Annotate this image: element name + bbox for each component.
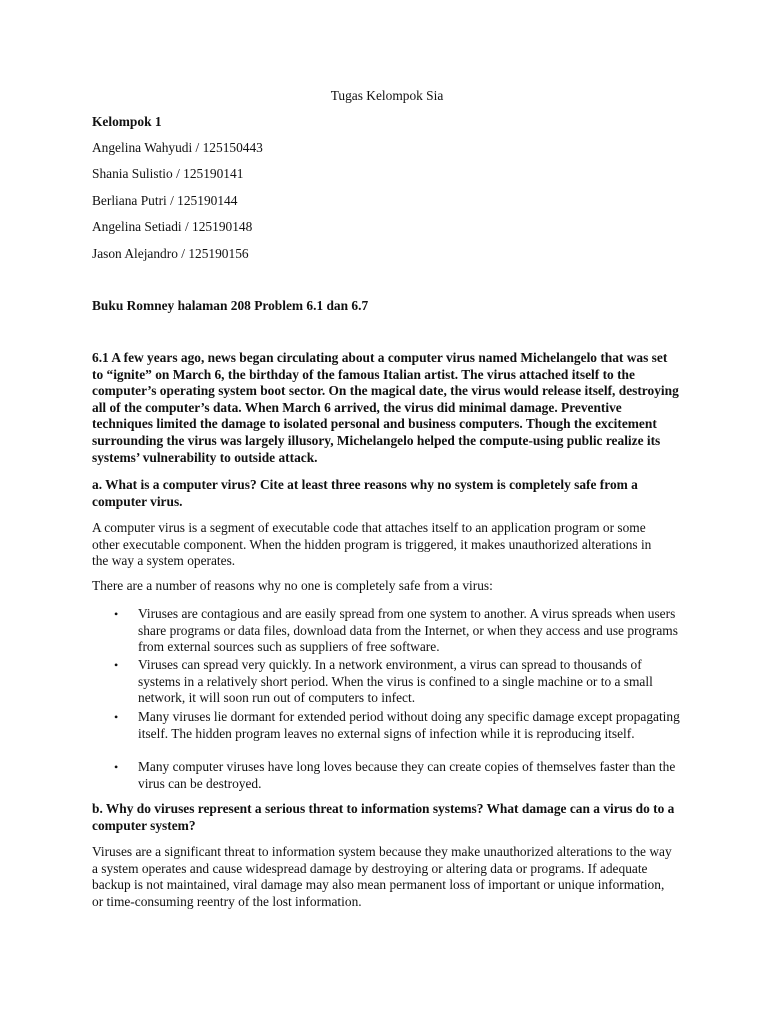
bullet-glyph: •	[114, 710, 119, 724]
list-item	[114, 759, 682, 792]
problem-statement: 6.1 A few years ago, news began circulating about a computer virus named Michelangelo that was set to “ignite” on March 6, the birthday of the famous Italian artist. The virus attached itself to the computer’s operating system boot sector. On the magical date, the virus would release itself, destroying all of the computer’s data. When March 6 arrived, the virus did minimal damage. Preventive techniques limited the damage to isolated personal and business computers. Though the excitement surrounding the virus was largely illusory, Michelangelo helped the compute-using public realize its systems’ vulnerability to outside attack.	[92, 350, 679, 465]
bullet-glyph: •	[114, 760, 119, 774]
member-item: Jason Alejandro / 125190156	[92, 246, 249, 261]
list-item	[114, 606, 682, 656]
bullet-glyph: •	[114, 658, 119, 672]
reasons-intro: There are a number of reasons why no one is completely safe from a virus:	[92, 578, 493, 593]
reference-heading: Buku Romney halaman 208 Problem 6.1 dan 6.7	[92, 298, 369, 313]
list-item-text: Many computer viruses have long loves because they can create copies of themselves faster than the virus can be destroyed.	[138, 759, 676, 791]
page-title: Tugas Kelompok Sia	[330, 88, 444, 103]
answer-a: A computer virus is a segment of executable code that attaches itself to an application program or some other executable component. When the hidden program is triggered, it makes unauthorized alterations in the way a system operates.	[92, 520, 652, 569]
member-item: Berliana Putri / 125190144	[92, 193, 238, 208]
bullet-glyph: •	[114, 607, 119, 621]
member-item: Angelina Wahyudi / 125150443	[92, 140, 263, 155]
list-item-text: Viruses can spread very quickly. In a network environment, a virus can spread to thousands of systems in a relatively short period. When the virus is confined to a single machine or to a small network, it will soon run out of computers to infect.	[138, 657, 653, 706]
question-a: a. What is a computer virus? Cite at least three reasons why no system is completely safe from a computer virus.	[92, 477, 638, 509]
list-item-text: Many viruses lie dormant for extended period without doing any specific damage except propagating itself. The hidden program leaves no external signs of infection while it is reproducing itself.	[138, 709, 680, 741]
list-item	[114, 709, 682, 742]
group-label: Kelompok 1	[92, 114, 162, 129]
member-item: Angelina Setiadi / 125190148	[92, 219, 253, 234]
member-item: Shania Sulistio / 125190141	[92, 166, 244, 181]
list-item	[114, 657, 682, 707]
list-item-text: Viruses are contagious and are easily spread from one system to another. A virus spreads when users share programs or data files, download data from the Internet, or when they access and use programs from external sources such as suppliers of free software.	[138, 606, 678, 655]
question-b: b. Why do viruses represent a serious threat to information systems? What damage can a virus do to a computer system?	[92, 801, 675, 833]
answer-b: Viruses are a significant threat to information system because they make unauthorized alterations to the way a system operates and cause widespread damage by destroying or altering data or programs. If adequate backup is not maintained, viral damage may also mean permanent loss of important or unique information, or time-consuming reentry of the lost information.	[92, 844, 672, 909]
